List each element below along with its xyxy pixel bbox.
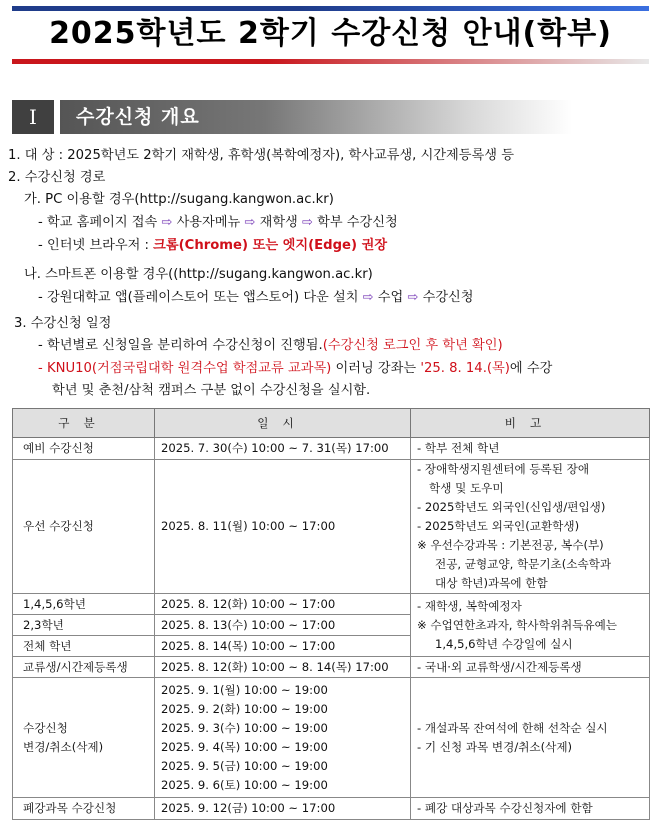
table-row	[13, 678, 650, 798]
header-datetime: 일시	[155, 409, 411, 438]
row-remarks	[411, 594, 650, 657]
category-line: 수강신청	[23, 720, 68, 735]
browser-prefix: - 인터넷 브라우저 :	[38, 238, 154, 253]
row-remarks	[411, 678, 650, 798]
row-category: 예비 수강신청	[13, 438, 155, 460]
schedule-note-red: (수강신청 로그인 후 학년 확인)	[322, 338, 503, 353]
remark-line: 전공, 균형교양, 학문기초(소속학과	[435, 557, 612, 571]
arrow-right-icon: ⇨	[302, 215, 313, 230]
browser-line	[38, 236, 387, 256]
step-prefix: -	[38, 290, 47, 305]
row-datetime	[155, 678, 411, 798]
date-line: 2025. 9. 5(금) 10:00 ~ 19:00	[161, 758, 328, 773]
row-datetime: 2025. 7. 30(수) 10:00 ~ 7. 31(목) 17:00	[155, 438, 411, 460]
browser-recommendation: 크롬(Chrome) 또는 엣지(Edge) 권장	[153, 238, 388, 253]
schedule-table	[12, 408, 650, 820]
row-category: 우선 수강신청	[13, 460, 155, 594]
section-header	[12, 100, 572, 134]
row-remarks: - 폐강 대상과목 수강신청자에 한함	[411, 798, 650, 820]
category-line: 변경/취소(삭제)	[23, 739, 104, 754]
remark-line: - 2025학년도 외국인(교환학생)	[417, 519, 580, 533]
remark-line: 1,4,5,6학년 수강일에 실시	[435, 636, 573, 651]
step-student: 재학생	[259, 215, 298, 230]
remark-line: - 재학생, 복학예정자	[417, 598, 522, 613]
row-datetime: 2025. 8. 14(목) 10:00 ~ 17:00	[155, 636, 411, 657]
row-remarks: - 국내·외 교류학생/시간제등록생	[411, 657, 650, 678]
schedule-note-1	[38, 336, 503, 356]
date-line: 2025. 9. 4(목) 10:00 ~ 19:00	[161, 739, 328, 754]
step-install-app: 강원대학교 앱(플레이스토어 또는 앱스토어) 다운 설치	[46, 290, 359, 305]
header-remarks: 비고	[411, 409, 650, 438]
mobile-route-heading: 나. 스마트폰 이용할 경우((http://sugang.kangwon.ac.kr)	[24, 267, 373, 282]
knu10-note: - KNU10(거점국립대학 원격수업 학점교류 교과목)	[38, 361, 332, 376]
row-category: 전체 학년	[13, 636, 155, 657]
arrow-right-icon: ⇨	[161, 215, 173, 230]
pc-route-heading: 가. PC 이용할 경우(http://sugang.kangwon.ac.kr)	[24, 192, 334, 207]
step-user-menu: 사용자메뉴	[176, 215, 241, 230]
step-registration: 수강신청	[422, 290, 474, 305]
table-row	[13, 460, 650, 594]
header-category: 구분	[13, 409, 155, 438]
date-line: 2025. 9. 1(월) 10:00 ~ 19:00	[161, 682, 328, 697]
table-row	[13, 594, 650, 615]
date-line: 2025. 9. 2(화) 10:00 ~ 19:00	[161, 701, 328, 716]
schedule-heading: 3. 수강신청 일정	[14, 316, 112, 331]
row-category: 1,4,5,6학년	[13, 594, 155, 615]
remark-line: - 장애학생지원센터에 등록된 장애	[417, 462, 590, 476]
table-row	[13, 657, 650, 678]
step-undergrad-registration: 학부 수강신청	[317, 215, 398, 230]
row-remarks: - 학부 전체 학년	[411, 438, 650, 460]
date-line: 2025. 9. 6(토) 10:00 ~ 19:00	[161, 777, 328, 792]
remark-line: 학생 및 도우미	[429, 481, 504, 495]
title-bottom-rule	[12, 59, 649, 64]
row-datetime: 2025. 8. 13(수) 10:00 ~ 17:00	[155, 615, 411, 636]
page-title: 2025학년도 2학기 수강신청 안내(학부)	[49, 16, 612, 51]
step-homepage: 학교 홈페이지 접속	[46, 215, 158, 230]
section-title: 수강신청 개요	[60, 100, 572, 134]
target-line: 1. 대 상 : 2025학년도 2학기 재학생, 휴학생(복학예정자), 학사교류생, 시간제등록생 등	[8, 148, 514, 163]
row-remarks	[411, 460, 650, 594]
knu10-date: '25. 8. 14.(목)	[420, 361, 510, 376]
remark-line: 대상 학년)과목에 한함	[435, 576, 548, 590]
remark-line: - 기 신청 과목 변경/취소(삭제)	[417, 739, 573, 754]
arrow-right-icon: ⇨	[362, 290, 374, 305]
table-row	[13, 798, 650, 820]
title-top-rule	[12, 6, 649, 11]
remark-line: - 2025학년도 외국인(신입생/편입생)	[417, 500, 606, 514]
row-category: 2,3학년	[13, 615, 155, 636]
remark-line: - 개설과목 잔여석에 한해 선착순 실시	[417, 720, 608, 735]
knu10-text: 이러닝 강좌는	[331, 361, 421, 376]
table-header-row	[13, 409, 650, 438]
row-category: 교류생/시간제등록생	[13, 657, 155, 678]
schedule-note-text: - 학년별로 신청일을 분리하여 수강신청이 진행됨.	[38, 338, 323, 353]
row-datetime: 2025. 8. 12(화) 10:00 ~ 17:00	[155, 594, 411, 615]
title-banner	[12, 6, 649, 64]
section-number: Ⅰ	[12, 100, 54, 134]
row-category: 폐강과목 수강신청	[13, 798, 155, 820]
row-datetime: 2025. 8. 11(월) 10:00 ~ 17:00	[155, 460, 411, 594]
date-line: 2025. 9. 3(수) 10:00 ~ 19:00	[161, 720, 328, 735]
remark-line: ※ 우선수강과목 : 기본전공, 복수(부)	[417, 538, 604, 552]
row-datetime: 2025. 8. 12(화) 10:00 ~ 8. 14(목) 17:00	[155, 657, 411, 678]
route-heading: 2. 수강신청 경로	[8, 170, 106, 185]
row-datetime: 2025. 9. 12(금) 10:00 ~ 17:00	[155, 798, 411, 820]
step-class: 수업	[377, 290, 404, 305]
arrow-right-icon: ⇨	[244, 215, 256, 230]
step-prefix: -	[38, 215, 47, 230]
row-category	[13, 678, 155, 798]
mobile-route-steps	[38, 288, 474, 308]
schedule-note-2-cont: 학년 및 춘천/삼척 캠퍼스 구분 없이 수강신청을 실시함.	[52, 383, 371, 398]
schedule-note-2	[38, 359, 552, 379]
arrow-right-icon: ⇨	[407, 290, 419, 305]
table-row	[13, 438, 650, 460]
knu10-text-end: 에 수강	[509, 361, 553, 376]
remark-line: ※ 수업연한초과자, 학사학위취득유예는	[417, 617, 617, 632]
pc-route-steps	[38, 213, 398, 233]
